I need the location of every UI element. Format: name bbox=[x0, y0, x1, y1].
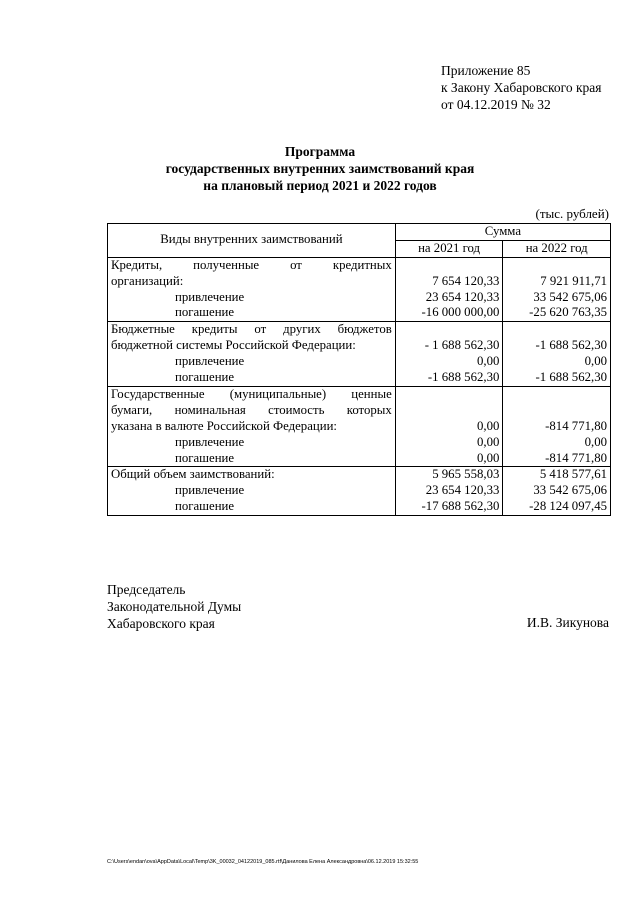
value-spacer bbox=[506, 322, 607, 338]
sub-value-attract-v2022: 0,00 bbox=[584, 354, 607, 369]
value-spacer bbox=[506, 387, 607, 403]
sub-row-label-repay: погашение bbox=[175, 499, 235, 514]
row-title-line: Общий объем заимствований: bbox=[111, 467, 275, 482]
row-2021-cell bbox=[395, 257, 503, 322]
title-line-1: Программа bbox=[284, 144, 356, 159]
row-2022-cell bbox=[503, 386, 611, 466]
value-spacer bbox=[399, 387, 500, 403]
value-2022: 7 921 911,71 bbox=[540, 273, 607, 288]
row-2022-cell bbox=[503, 322, 611, 387]
sub-value-attract-v2021: 23 654 120,33 bbox=[425, 289, 500, 304]
table-row bbox=[108, 257, 611, 322]
table-row bbox=[108, 467, 611, 516]
value-spacer bbox=[506, 403, 607, 419]
sub-value-attract-v2022: 33 542 675,06 bbox=[533, 483, 607, 498]
sub-value-repay-v2021: -17 688 562,30 bbox=[421, 499, 500, 514]
sub-row-label-attract: привлечение bbox=[175, 434, 245, 449]
row-name-cell bbox=[108, 467, 396, 516]
sub-row-label-repay: погашение bbox=[175, 370, 235, 385]
sub-row-label-attract: привлечение bbox=[175, 289, 245, 304]
appendix-block bbox=[441, 62, 602, 113]
signature-line-2: Законодательной Думы bbox=[107, 599, 242, 614]
sub-value-attract-v2022: 0,00 bbox=[584, 434, 607, 449]
header-sum: Сумма bbox=[395, 224, 610, 241]
value-2022: -814 771,80 bbox=[545, 418, 607, 433]
sub-value-repay-v2022: -814 771,80 bbox=[545, 450, 607, 465]
sub-value-repay-v2021: 0,00 bbox=[476, 450, 500, 465]
sub-value-repay-v2022: -28 124 097,45 bbox=[529, 499, 607, 514]
sub-value-repay-v2022: -25 620 763,35 bbox=[529, 305, 607, 320]
appendix-line-3: от 04.12.2019 № 32 bbox=[441, 97, 551, 112]
signature-line-1: Председатель bbox=[107, 582, 186, 597]
value-2022: -1 688 562,30 bbox=[535, 338, 607, 353]
appendix-line-1: Приложение 85 bbox=[441, 63, 531, 78]
sub-value-attract-v2021: 23 654 120,33 bbox=[425, 483, 500, 498]
sub-value-repay-v2021: -1 688 562,30 bbox=[427, 370, 500, 385]
table-row bbox=[108, 386, 611, 466]
value-spacer bbox=[399, 403, 500, 419]
signatory-name: И.В. Зикунова bbox=[526, 615, 609, 630]
sub-row-label-repay: погашение bbox=[175, 450, 235, 465]
table-body bbox=[108, 257, 611, 515]
row-name-cell bbox=[108, 322, 396, 387]
header-kind: Виды внутренних заимствований bbox=[108, 224, 396, 258]
row-2021-cell bbox=[395, 467, 503, 516]
document-title bbox=[0, 143, 640, 194]
file-path-footer: C:\Users\endan\ova\AppData\Local\Temp\3K_00032_04122019_085.rtf\Данилова Елена Александровна\06.12.2019 15:32:55 bbox=[107, 859, 419, 865]
row-title-line: Государственные (муниципальные) ценные bbox=[111, 386, 392, 401]
row-2021-cell bbox=[395, 386, 503, 466]
title-line-2: государственных внутренних заимствований края bbox=[165, 161, 475, 176]
borrowings-table bbox=[107, 223, 611, 516]
row-2021-cell bbox=[395, 322, 503, 387]
row-name-cell bbox=[108, 386, 396, 466]
value-2021: 5 965 558,03 bbox=[432, 467, 500, 482]
sub-row-label-repay: погашение bbox=[175, 305, 235, 320]
value-spacer bbox=[399, 322, 500, 338]
title-line-3: на плановый период 2021 и 2022 годов bbox=[203, 178, 437, 193]
sub-value-repay-v2021: -16 000 000,00 bbox=[421, 305, 500, 320]
row-2022-cell bbox=[503, 257, 611, 322]
sub-value-repay-v2022: -1 688 562,30 bbox=[535, 370, 607, 385]
appendix-line-2: к Закону Хабаровского края bbox=[441, 80, 602, 95]
header-2022: на 2022 год bbox=[503, 240, 611, 257]
row-name-cell bbox=[108, 257, 396, 322]
signature-line-3: Хабаровского края bbox=[107, 616, 215, 631]
units-label: (тыс. рублей) bbox=[535, 206, 609, 221]
row-title-line: бумаги, номинальная стоимость которых bbox=[111, 402, 392, 417]
row-title-line: организаций: bbox=[111, 273, 184, 288]
table-row bbox=[108, 322, 611, 387]
sub-value-attract-v2021: 0,00 bbox=[476, 354, 500, 369]
table-header-row bbox=[108, 224, 611, 241]
value-spacer bbox=[506, 258, 607, 274]
value-2021: 7 654 120,33 bbox=[432, 273, 500, 288]
row-2022-cell bbox=[503, 467, 611, 516]
row-title-line: указана в валюте Российской Федерации: bbox=[111, 418, 337, 433]
value-spacer bbox=[399, 258, 500, 274]
sub-value-attract-v2022: 33 542 675,06 bbox=[533, 289, 607, 304]
row-title-line: бюджетной системы Российской Федерации: bbox=[111, 338, 356, 353]
value-2022: 5 418 577,61 bbox=[539, 467, 607, 482]
sub-row-label-attract: привлечение bbox=[175, 354, 245, 369]
row-title-line: Кредиты, полученные от кредитных bbox=[111, 257, 392, 272]
sub-value-attract-v2021: 0,00 bbox=[476, 434, 500, 449]
row-title-line: Бюджетные кредиты от других бюджетов bbox=[111, 322, 392, 337]
value-2021: - 1 688 562,30 bbox=[424, 338, 500, 353]
value-2021: 0,00 bbox=[476, 418, 500, 433]
sub-row-label-attract: привлечение bbox=[175, 483, 245, 498]
signature-block bbox=[107, 581, 241, 632]
header-2021: на 2021 год bbox=[395, 240, 503, 257]
